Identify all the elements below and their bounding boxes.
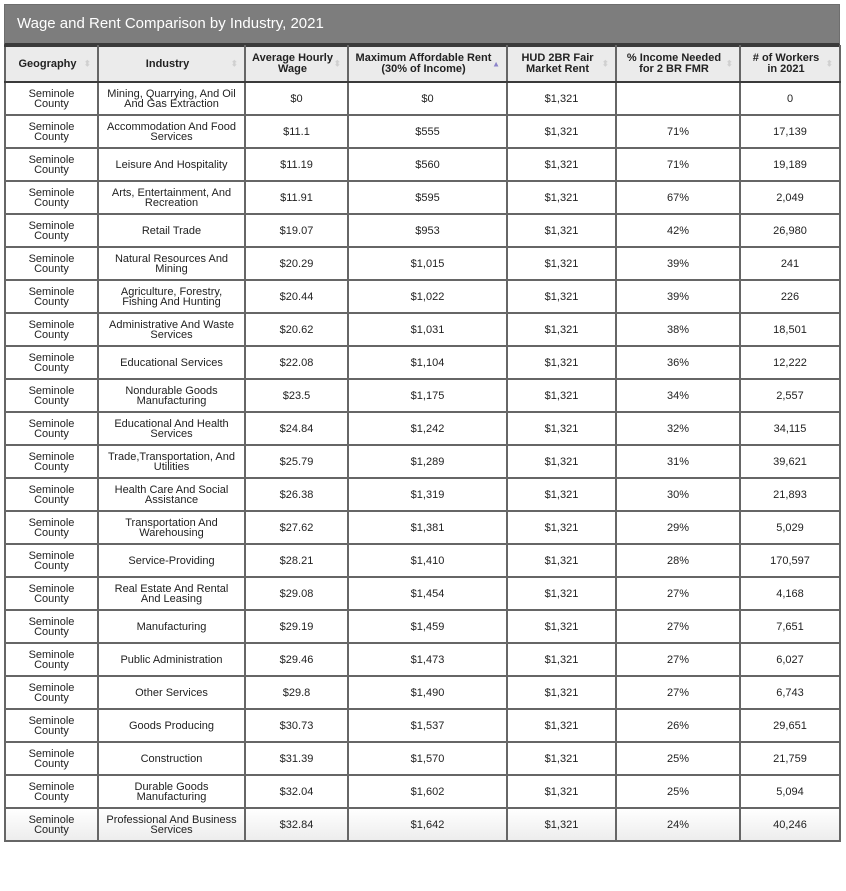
industry-cell: Service-Providing (98, 544, 245, 577)
column-header-percent-income-needed[interactable] (616, 46, 740, 82)
pct-income-cell: 25% (616, 775, 740, 808)
hud-fmr-cell: $1,321 (507, 478, 616, 511)
industry-cell: Durable Goods Manufacturing (98, 775, 245, 808)
sort-icon[interactable]: ⬍ (825, 58, 833, 69)
table-row (5, 247, 840, 280)
pct-income-cell: 71% (616, 148, 740, 181)
workers-cell: 21,759 (740, 742, 840, 775)
table-row (5, 478, 840, 511)
wage-cell: $25.79 (245, 445, 348, 478)
geography-cell: Seminole County (5, 148, 98, 181)
table-row (5, 445, 840, 478)
workers-cell: 170,597 (740, 544, 840, 577)
industry-cell: Educational And Health Services (98, 412, 245, 445)
geography-cell: Seminole County (5, 214, 98, 247)
geography-cell: Seminole County (5, 511, 98, 544)
geography-cell: Seminole County (5, 643, 98, 676)
geography-cell: Seminole County (5, 775, 98, 808)
pct-income-cell: 29% (616, 511, 740, 544)
industry-cell: Public Administration (98, 643, 245, 676)
hud-fmr-cell: $1,321 (507, 709, 616, 742)
geography-cell: Seminole County (5, 577, 98, 610)
max-rent-cell: $1,473 (348, 643, 507, 676)
sort-ascending-icon[interactable]: ▲ (492, 59, 500, 69)
industry-cell: Real Estate And Rental And Leasing (98, 577, 245, 610)
pct-income-cell: 27% (616, 610, 740, 643)
column-header-industry[interactable] (98, 46, 245, 82)
column-header-label: HUD 2BR Fair Market Rent (521, 52, 594, 75)
sort-icon[interactable]: ⬍ (601, 58, 609, 69)
geography-cell: Seminole County (5, 709, 98, 742)
industry-cell: Arts, Entertainment, And Recreation (98, 181, 245, 214)
max-rent-cell: $560 (348, 148, 507, 181)
wage-rent-table (4, 45, 841, 842)
industry-cell: Administrative And Waste Services (98, 313, 245, 346)
wage-cell: $19.07 (245, 214, 348, 247)
sort-icon[interactable]: ⬍ (333, 58, 341, 69)
column-header-label: % Income Needed for 2 BR FMR (626, 52, 722, 75)
wage-cell: $20.44 (245, 280, 348, 313)
hud-fmr-cell: $1,321 (507, 313, 616, 346)
workers-cell: 5,029 (740, 511, 840, 544)
wage-cell: $20.29 (245, 247, 348, 280)
industry-cell: Retail Trade (98, 214, 245, 247)
workers-cell: 29,651 (740, 709, 840, 742)
workers-cell: 39,621 (740, 445, 840, 478)
geography-cell: Seminole County (5, 544, 98, 577)
wage-cell: $0 (245, 82, 348, 115)
industry-cell: Professional And Business Services (98, 808, 245, 841)
hud-fmr-cell: $1,321 (507, 247, 616, 280)
table-row (5, 544, 840, 577)
max-rent-cell: $1,031 (348, 313, 507, 346)
geography-cell: Seminole County (5, 478, 98, 511)
max-rent-cell: $1,104 (348, 346, 507, 379)
pct-income-cell: 25% (616, 742, 740, 775)
workers-cell: 2,049 (740, 181, 840, 214)
max-rent-cell: $1,319 (348, 478, 507, 511)
column-header-label: Industry (145, 57, 190, 70)
pct-income-cell: 39% (616, 247, 740, 280)
column-header-label: Geography (18, 57, 77, 70)
hud-fmr-cell: $1,321 (507, 445, 616, 478)
table-row (5, 379, 840, 412)
industry-cell: Agriculture, Forestry, Fishing And Hunting (98, 280, 245, 313)
workers-cell: 6,743 (740, 676, 840, 709)
geography-cell: Seminole County (5, 280, 98, 313)
max-rent-cell: $1,642 (348, 808, 507, 841)
wage-cell: $32.84 (245, 808, 348, 841)
column-header-maximum-affordable-rent[interactable] (348, 46, 507, 82)
column-header-label: # of Workers in 2021 (752, 52, 820, 75)
workers-cell: 226 (740, 280, 840, 313)
table-row (5, 709, 840, 742)
table-row (5, 742, 840, 775)
workers-cell: 4,168 (740, 577, 840, 610)
wage-cell: $23.5 (245, 379, 348, 412)
workers-cell: 241 (740, 247, 840, 280)
table-row (5, 610, 840, 643)
column-header-label: Average Hourly Wage (252, 52, 333, 75)
hud-fmr-cell: $1,321 (507, 346, 616, 379)
pct-income-cell: 30% (616, 478, 740, 511)
industry-cell: Accommodation And Food Services (98, 115, 245, 148)
table-row (5, 280, 840, 313)
industry-cell: Nondurable Goods Manufacturing (98, 379, 245, 412)
wage-cell: $29.8 (245, 676, 348, 709)
wage-cell: $28.21 (245, 544, 348, 577)
hud-fmr-cell: $1,321 (507, 511, 616, 544)
wage-cell: $29.46 (245, 643, 348, 676)
hud-fmr-cell: $1,321 (507, 379, 616, 412)
column-header-number-of-workers[interactable] (740, 46, 840, 82)
table-row (5, 577, 840, 610)
hud-fmr-cell: $1,321 (507, 214, 616, 247)
table-body (5, 82, 840, 841)
geography-cell: Seminole County (5, 115, 98, 148)
hud-fmr-cell: $1,321 (507, 280, 616, 313)
wage-cell: $22.08 (245, 346, 348, 379)
industry-cell: Other Services (98, 676, 245, 709)
pct-income-cell: 34% (616, 379, 740, 412)
wage-cell: $27.62 (245, 511, 348, 544)
sort-icon[interactable]: ⬍ (83, 58, 91, 69)
workers-cell: 12,222 (740, 346, 840, 379)
geography-cell: Seminole County (5, 610, 98, 643)
wage-cell: $26.38 (245, 478, 348, 511)
geography-cell: Seminole County (5, 313, 98, 346)
industry-cell: Construction (98, 742, 245, 775)
table-row (5, 346, 840, 379)
max-rent-cell: $0 (348, 82, 507, 115)
geography-cell: Seminole County (5, 808, 98, 841)
max-rent-cell: $1,537 (348, 709, 507, 742)
pct-income-cell: 24% (616, 808, 740, 841)
sort-icon[interactable]: ⬍ (230, 58, 238, 69)
pct-income-cell: 71% (616, 115, 740, 148)
industry-cell: Manufacturing (98, 610, 245, 643)
wage-cell: $24.84 (245, 412, 348, 445)
table-title: Wage and Rent Comparison by Industry, 2021 (4, 4, 840, 45)
workers-cell: 40,246 (740, 808, 840, 841)
hud-fmr-cell: $1,321 (507, 181, 616, 214)
geography-cell: Seminole County (5, 676, 98, 709)
workers-cell: 17,139 (740, 115, 840, 148)
workers-cell: 2,557 (740, 379, 840, 412)
pct-income-cell: 27% (616, 577, 740, 610)
max-rent-cell: $1,381 (348, 511, 507, 544)
industry-cell: Goods Producing (98, 709, 245, 742)
max-rent-cell: $1,242 (348, 412, 507, 445)
table-row (5, 511, 840, 544)
workers-cell: 34,115 (740, 412, 840, 445)
pct-income-cell: 26% (616, 709, 740, 742)
table-row (5, 214, 840, 247)
workers-cell: 26,980 (740, 214, 840, 247)
max-rent-cell: $1,015 (348, 247, 507, 280)
max-rent-cell: $953 (348, 214, 507, 247)
workers-cell: 18,501 (740, 313, 840, 346)
wage-cell: $29.19 (245, 610, 348, 643)
geography-cell: Seminole County (5, 742, 98, 775)
industry-cell: Natural Resources And Mining (98, 247, 245, 280)
wage-cell: $11.1 (245, 115, 348, 148)
column-header-geography[interactable] (5, 46, 98, 82)
workers-cell: 5,094 (740, 775, 840, 808)
wage-cell: $11.19 (245, 148, 348, 181)
table-row (5, 148, 840, 181)
geography-cell: Seminole County (5, 346, 98, 379)
geography-cell: Seminole County (5, 82, 98, 115)
wage-cell: $29.08 (245, 577, 348, 610)
hud-fmr-cell: $1,321 (507, 610, 616, 643)
hud-fmr-cell: $1,321 (507, 643, 616, 676)
industry-cell: Educational Services (98, 346, 245, 379)
geography-cell: Seminole County (5, 181, 98, 214)
pct-income-cell: 39% (616, 280, 740, 313)
table-row (5, 412, 840, 445)
max-rent-cell: $595 (348, 181, 507, 214)
table-row (5, 115, 840, 148)
max-rent-cell: $1,454 (348, 577, 507, 610)
workers-cell: 19,189 (740, 148, 840, 181)
table-row (5, 676, 840, 709)
max-rent-cell: $1,459 (348, 610, 507, 643)
geography-cell: Seminole County (5, 379, 98, 412)
max-rent-cell: $1,289 (348, 445, 507, 478)
industry-cell: Leisure And Hospitality (98, 148, 245, 181)
pct-income-cell (616, 82, 740, 115)
workers-cell: 6,027 (740, 643, 840, 676)
wage-cell: $20.62 (245, 313, 348, 346)
column-header-average-hourly-wage[interactable] (245, 46, 348, 82)
column-header-label: Maximum Affordable Rent (30% of Income) (355, 52, 492, 75)
pct-income-cell: 32% (616, 412, 740, 445)
data-table-widget (4, 4, 839, 842)
wage-cell: $32.04 (245, 775, 348, 808)
industry-cell: Health Care And Social Assistance (98, 478, 245, 511)
pct-income-cell: 42% (616, 214, 740, 247)
geography-cell: Seminole County (5, 445, 98, 478)
table-row (5, 313, 840, 346)
wage-cell: $11.91 (245, 181, 348, 214)
max-rent-cell: $1,602 (348, 775, 507, 808)
hud-fmr-cell: $1,321 (507, 808, 616, 841)
pct-income-cell: 28% (616, 544, 740, 577)
max-rent-cell: $555 (348, 115, 507, 148)
hud-fmr-cell: $1,321 (507, 775, 616, 808)
hud-fmr-cell: $1,321 (507, 577, 616, 610)
pct-income-cell: 27% (616, 643, 740, 676)
table-row (5, 82, 840, 115)
geography-cell: Seminole County (5, 412, 98, 445)
wage-cell: $31.39 (245, 742, 348, 775)
max-rent-cell: $1,490 (348, 676, 507, 709)
pct-income-cell: 38% (616, 313, 740, 346)
table-row (5, 808, 840, 841)
column-header-hud-2br-fair-market-rent[interactable] (507, 46, 616, 82)
max-rent-cell: $1,022 (348, 280, 507, 313)
pct-income-cell: 67% (616, 181, 740, 214)
workers-cell: 7,651 (740, 610, 840, 643)
hud-fmr-cell: $1,321 (507, 676, 616, 709)
pct-income-cell: 31% (616, 445, 740, 478)
geography-cell: Seminole County (5, 247, 98, 280)
hud-fmr-cell: $1,321 (507, 544, 616, 577)
pct-income-cell: 36% (616, 346, 740, 379)
industry-cell: Trade,Transportation, And Utilities (98, 445, 245, 478)
wage-cell: $30.73 (245, 709, 348, 742)
max-rent-cell: $1,570 (348, 742, 507, 775)
workers-cell: 21,893 (740, 478, 840, 511)
table-row (5, 643, 840, 676)
hud-fmr-cell: $1,321 (507, 115, 616, 148)
industry-cell: Mining, Quarrying, And Oil And Gas Extraction (98, 82, 245, 115)
sort-icon[interactable]: ⬍ (725, 58, 733, 69)
max-rent-cell: $1,175 (348, 379, 507, 412)
max-rent-cell: $1,410 (348, 544, 507, 577)
pct-income-cell: 27% (616, 676, 740, 709)
table-row (5, 775, 840, 808)
header-row (5, 46, 840, 82)
hud-fmr-cell: $1,321 (507, 742, 616, 775)
hud-fmr-cell: $1,321 (507, 412, 616, 445)
table-row (5, 181, 840, 214)
workers-cell: 0 (740, 82, 840, 115)
hud-fmr-cell: $1,321 (507, 82, 616, 115)
hud-fmr-cell: $1,321 (507, 148, 616, 181)
industry-cell: Transportation And Warehousing (98, 511, 245, 544)
